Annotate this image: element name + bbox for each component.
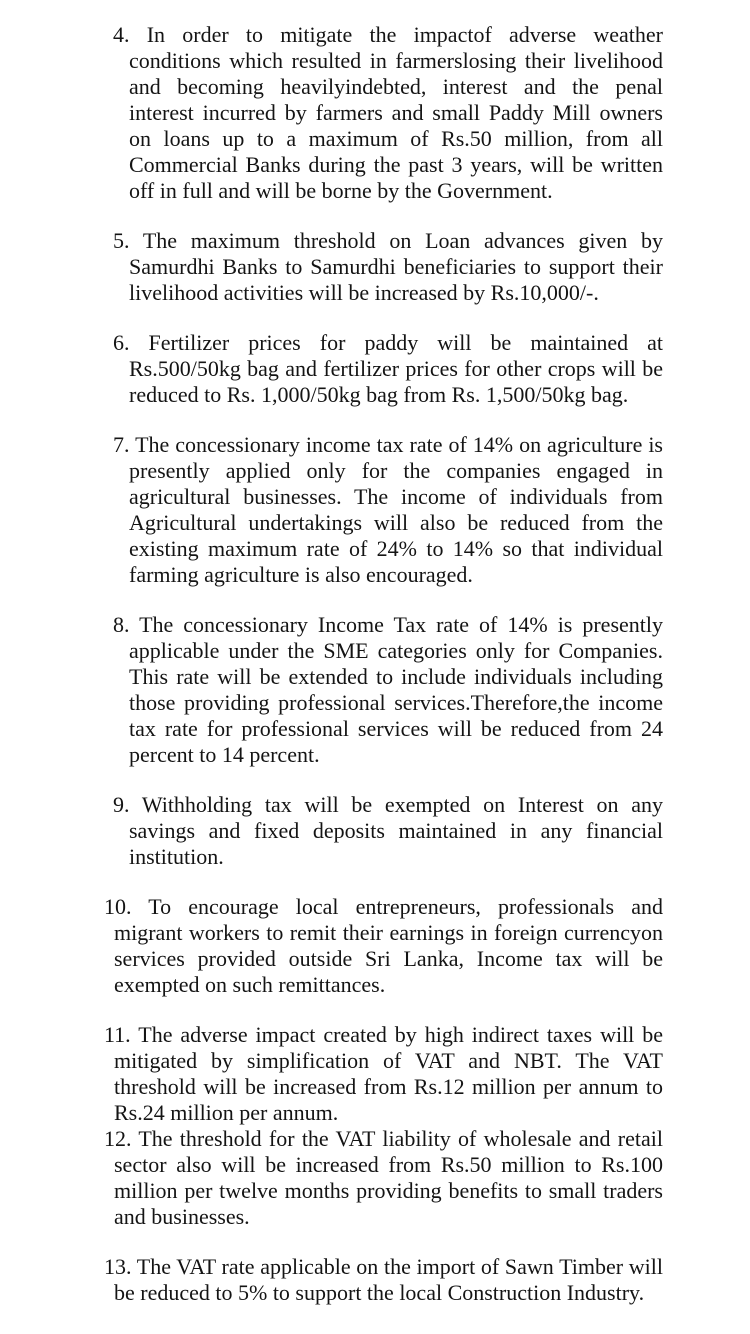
item-text: The concessionary income tax rate of 14% on agriculture is presently applied only for the companies engaged in agricultural businesses. The income of individuals from Agricultural undertakings will also be reduced from the existing maximum rate of 24% to 14% so that individual farming agriculture is also encouraged.: [129, 432, 663, 587]
item-text: To encourage local entrepreneurs, professionals and migrant workers to remit their earnings in foreign currencyon services provided outside Sri Lanka, Income tax will be exempted on such remittances.: [114, 894, 663, 997]
list-item-7: [113, 432, 663, 588]
list-item-13: [104, 1254, 663, 1306]
item-number: 10.: [104, 894, 132, 919]
item-text: The threshold for the VAT liability of wholesale and retail sector also will be increased from Rs.50 million to Rs.100 million per twelve months providing benefits to small traders and businesses.: [114, 1126, 663, 1229]
list-item-4: [113, 22, 663, 204]
item-text: In order to mitigate the impactof adverse weather conditions which resulted in farmerslosing their livelihood and becoming heavilyindebted, interest and the penal interest incurred by farmers and small Paddy Mill owners on loans up to a maximum of Rs.50 million, from all Commercial Banks during the past 3 years, will be written off in full and will be borne by the Government.: [129, 22, 663, 203]
item-number: 9.: [113, 792, 130, 817]
list-item-5: [113, 228, 663, 306]
item-number: 12.: [104, 1126, 132, 1151]
list-item-9: [113, 792, 664, 870]
item-text: The VAT rate applicable on the import of Sawn Timber will be reduced to 5% to support the local Construction Industry.: [114, 1254, 663, 1305]
list-item-8: [113, 612, 663, 768]
list-item-11: [104, 1022, 664, 1126]
item-number: 11.: [104, 1022, 131, 1047]
item-number: 7.: [113, 432, 130, 457]
list-item-12: [104, 1126, 663, 1230]
item-text: The maximum threshold on Loan advances given by Samurdhi Banks to Samurdhi beneficiaries to support their livelihood activities will be increased by Rs.10,000/-.: [129, 228, 663, 305]
item-number: 13.: [104, 1254, 132, 1279]
item-text: Withholding tax will be exempted on Interest on any savings and fixed deposits maintained in any financial institution.: [129, 792, 664, 869]
list-item-6: [113, 330, 664, 408]
item-number: 5.: [113, 228, 130, 253]
item-text: The adverse impact created by high indirect taxes will be mitigated by simplification of VAT and NBT. The VAT threshold will be increased from Rs.12 million per annum to Rs.24 million per annum.: [114, 1022, 664, 1125]
item-text: The concessionary Income Tax rate of 14% is presently applicable under the SME categories only for Companies. This rate will be extended to include individuals including those providing professional services.Therefore,the income tax rate for professional services will be reduced from 24 percent to 14 percent.: [129, 612, 663, 767]
item-number: 8.: [113, 612, 130, 637]
list-item-10: [104, 894, 663, 998]
item-number: 6.: [113, 330, 130, 355]
item-text: Fertilizer prices for paddy will be maintained at Rs.500/50kg bag and fertilizer prices for other crops will be reduced to Rs. 1,000/50kg bag from Rs. 1,500/50kg bag.: [129, 330, 664, 407]
item-number: 4.: [113, 22, 130, 47]
